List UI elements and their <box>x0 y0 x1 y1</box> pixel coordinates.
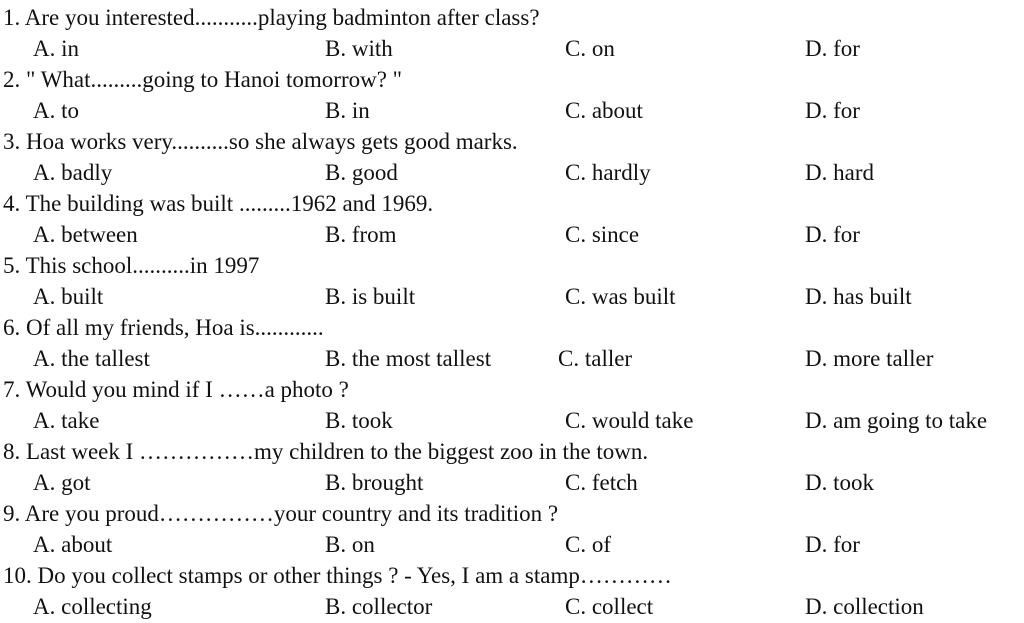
option-a: A. in <box>33 36 79 61</box>
question-7 <box>0 374 1024 436</box>
question-6 <box>0 312 1024 374</box>
option-a: A. take <box>33 408 100 433</box>
question-2 <box>0 64 1024 126</box>
question-3 <box>0 126 1024 188</box>
answer-options <box>0 591 1024 622</box>
option-b: B. good <box>325 160 398 185</box>
question-9 <box>0 498 1024 560</box>
question-1 <box>0 2 1024 64</box>
question-text: 2. " What.........going to Hanoi tomorrow? " <box>3 67 403 92</box>
option-d: D. took <box>805 470 874 495</box>
option-d: D. hard <box>805 160 874 185</box>
question-10 <box>0 560 1024 622</box>
answer-options <box>0 33 1024 64</box>
option-b: B. brought <box>325 470 424 495</box>
option-b: B. with <box>325 36 393 61</box>
option-c: C. collect <box>565 594 654 619</box>
option-b: B. took <box>325 408 393 433</box>
question-text: 3. Hoa works very..........so she always gets good marks. <box>3 129 518 154</box>
option-b: B. the most tallest <box>325 346 492 371</box>
option-d: D. for <box>805 98 860 123</box>
option-a: A. between <box>33 222 138 247</box>
option-a: A. the tallest <box>33 346 150 371</box>
answer-options <box>0 405 1024 436</box>
option-c: C. about <box>565 98 643 123</box>
option-c: C. since <box>565 222 640 247</box>
option-d: D. has built <box>805 284 912 309</box>
option-c: C. fetch <box>565 470 638 495</box>
answer-options <box>0 343 1024 374</box>
answer-options <box>0 529 1024 560</box>
option-c: C. taller <box>558 346 633 371</box>
question-4 <box>0 188 1024 250</box>
option-a: A. collecting <box>33 594 152 619</box>
question-text: 7. Would you mind if I ……a photo ? <box>3 377 349 402</box>
option-c: C. on <box>565 36 615 61</box>
option-a: A. got <box>33 470 91 495</box>
answer-options <box>0 219 1024 250</box>
question-text: 10. Do you collect stamps or other things ? - Yes, I am a stamp………… <box>3 563 672 588</box>
answer-options <box>0 467 1024 498</box>
question-text: 4. The building was built .........1962 and 1969. <box>3 191 434 216</box>
question-text: 6. Of all my friends, Hoa is............ <box>3 315 324 340</box>
option-a: A. to <box>33 98 79 123</box>
answer-options <box>0 157 1024 188</box>
option-b: B. in <box>325 98 370 123</box>
option-c: C. would take <box>565 408 694 433</box>
option-d: D. for <box>805 222 860 247</box>
option-d: D. for <box>805 36 860 61</box>
option-b: B. from <box>325 222 397 247</box>
question-5 <box>0 250 1024 312</box>
option-d: D. collection <box>805 594 924 619</box>
option-b: B. on <box>325 532 375 557</box>
question-text: 9. Are you proud……………your country and its tradition ? <box>3 501 559 526</box>
option-a: A. built <box>33 284 104 309</box>
option-d: D. more taller <box>805 346 934 371</box>
option-c: C. of <box>565 532 611 557</box>
answer-options <box>0 95 1024 126</box>
option-c: C. hardly <box>565 160 651 185</box>
question-text: 1. Are you interested...........playing badminton after class? <box>3 5 540 30</box>
option-b: B. is built <box>325 284 416 309</box>
question-8 <box>0 436 1024 498</box>
answer-options <box>0 281 1024 312</box>
question-text: 5. This school..........in 1997 <box>3 253 260 278</box>
option-a: A. badly <box>33 160 113 185</box>
question-text: 8. Last week I ……………my children to the biggest zoo in the town. <box>3 439 649 464</box>
option-d: D. for <box>805 532 860 557</box>
option-b: B. collector <box>325 594 433 619</box>
option-d: D. am going to take <box>805 408 988 433</box>
option-c: C. was built <box>565 284 676 309</box>
option-a: A. about <box>33 532 113 557</box>
